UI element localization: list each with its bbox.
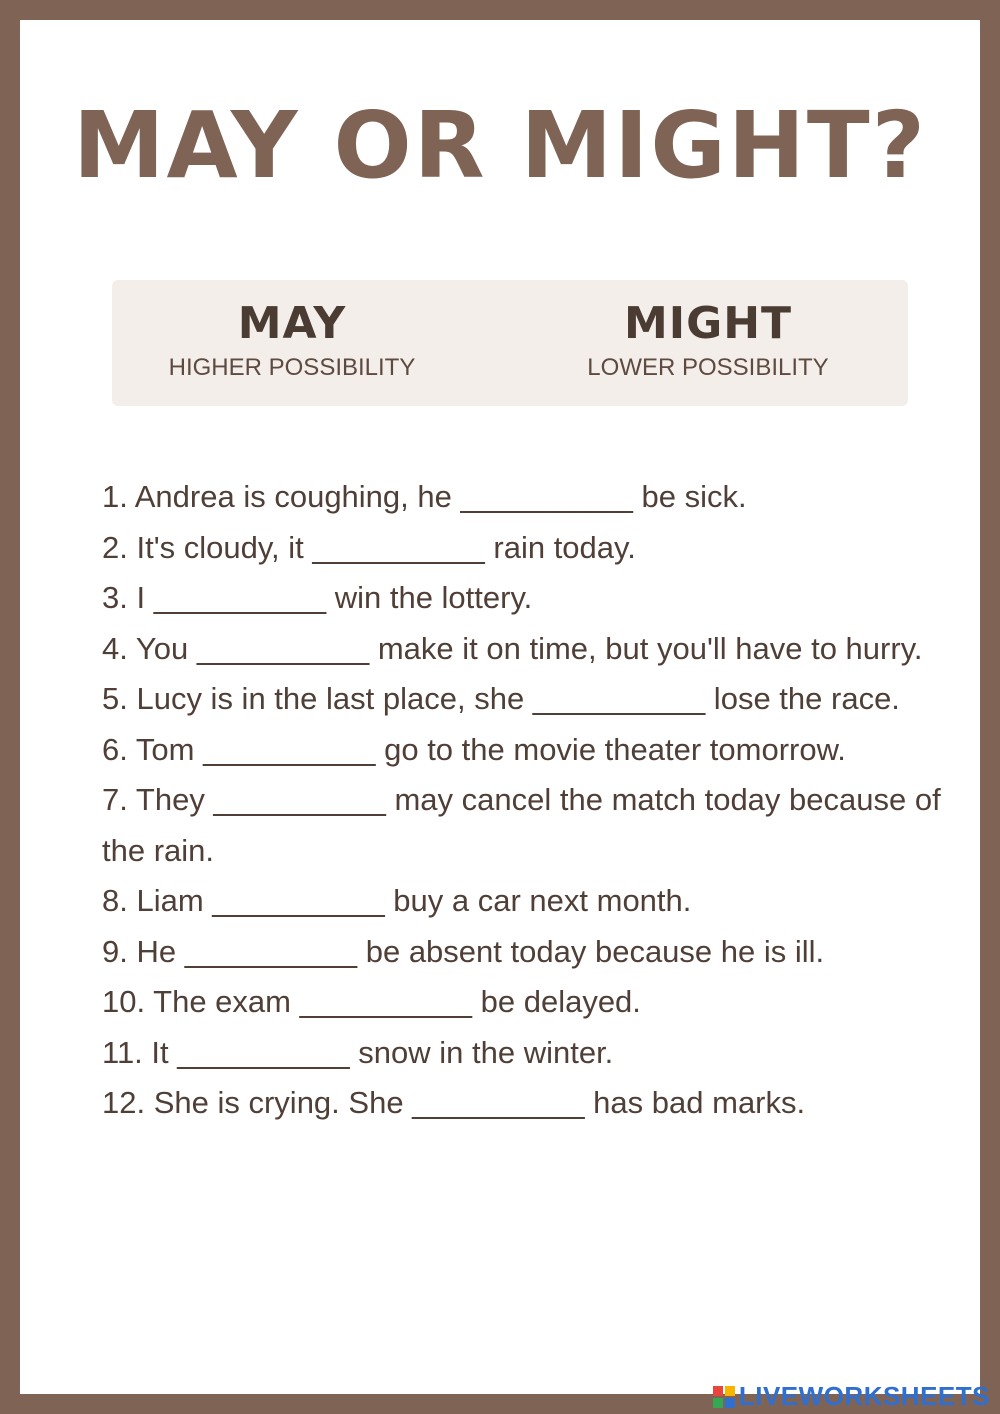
question-item: 8. Liam __________ buy a car next month. (102, 883, 692, 918)
may-column (142, 298, 442, 382)
possibility-banner (112, 280, 908, 406)
question-item: 1. Andrea is coughing, he __________ be sick. (102, 479, 747, 514)
logo-square (713, 1398, 723, 1408)
question-item: 6. Tom __________ go to the movie theater tomorrow. (102, 731, 846, 767)
may-label: MAY (237, 298, 347, 349)
question-item: 2. It's cloudy, it __________ rain today. (102, 529, 636, 565)
liveworksheets-logo-icon (713, 1386, 735, 1408)
question-item: 5. Lucy is in the last place, she __________ lose the race. (102, 681, 900, 716)
might-column (558, 298, 858, 382)
question-list (102, 472, 952, 1129)
question-item: 4. You __________ make it on time, but you'll have to hurry. (102, 630, 923, 666)
question-item: 10. The exam __________ be delayed. (102, 984, 641, 1019)
might-label: MIGHT (623, 298, 793, 349)
worksheet-page (20, 20, 980, 1394)
question-item: 9. He __________ be absent today because he is ill. (102, 933, 825, 969)
logo-square (725, 1386, 735, 1396)
page-title: MAY OR MIGHT? (72, 92, 928, 199)
logo-square (713, 1386, 723, 1396)
question-item: 11. It __________ snow in the winter. (102, 1034, 614, 1070)
question-item: 12. She is crying. She __________ has bad marks. (102, 1085, 806, 1120)
may-description: HIGHER POSSIBILITY (168, 354, 416, 381)
question-item: 7. They __________ may cancel the match today because of the rain. (102, 782, 941, 868)
liveworksheets-watermark[interactable] (713, 1381, 990, 1412)
might-description: LOWER POSSIBILITY (587, 354, 829, 381)
question-item: 3. I __________ win the lottery. (102, 580, 533, 615)
logo-square (725, 1398, 735, 1408)
watermark-text: LIVEWORKSHEETS (738, 1381, 990, 1411)
